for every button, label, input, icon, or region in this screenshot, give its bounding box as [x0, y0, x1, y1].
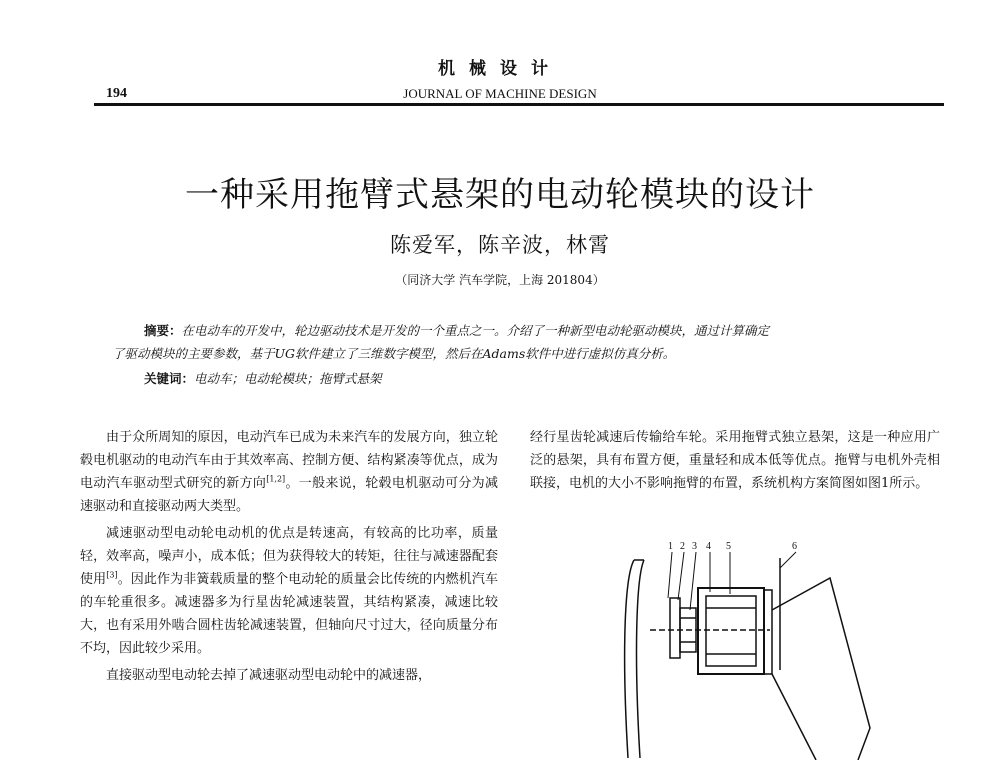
figure-label: 5 [726, 541, 731, 552]
paragraph-text: 减速驱动型电动轮电动机的优点是转速高，有较高的比功率，质量轻，效率高，噪声小，成本低；但为获得较大的转矩，往往与减速器配套使用 [80, 526, 498, 587]
paragraph-text: 。一般来说，轮毂电机驱动可分为减速驱动和直接驱动两大类型。 [80, 476, 498, 514]
paragraph [80, 664, 498, 687]
abstract-text-2: 了驱动模块的主要参数，基于UG软件建立了三维数字模型，然后在Adams软件中进行虚拟仿真分析。 [112, 346, 676, 361]
citation: [1,2] [266, 474, 286, 484]
abstract-text-1: 在电动车的开发中，轮边驱动技术是开发的一个重点之一。介绍了一种新型电动轮驱动模块，通过计算确定 [181, 323, 770, 338]
affiliation: （同济大学 汽车学院，上海 201804） [395, 273, 605, 287]
journal-name-cn: 机械设计 [438, 59, 562, 79]
figure-label: 1 [668, 541, 673, 552]
paragraph-text: 经行星齿轮减速后传输给车轮。采用拖臂式独立悬架，这是一种应用广泛的悬架，具有布置方便，重量轻和成本低等优点。拖臂与电机外壳相联接，电机的大小不影响拖臂的布置，系统机构方案简图如图1所示。 [530, 430, 940, 491]
keywords-label: 关键词： [144, 371, 195, 386]
hub-bearing [670, 598, 680, 658]
abstract [112, 319, 947, 365]
paragraph [80, 426, 498, 518]
paragraph-text: 直接驱动型电动轮去掉了减速驱动型电动轮中的减速器， [106, 668, 432, 683]
paragraph [80, 522, 498, 660]
body-column-left [80, 426, 498, 691]
motor-housing [698, 588, 764, 674]
citation: [3] [106, 570, 118, 580]
figure-label: 2 [680, 541, 685, 552]
figure-label: 4 [706, 541, 711, 552]
paragraph-text: 。因此作为非簧载质量的整个电动轮的质量会比传统的内燃机汽车的车轮重很多。减速器多为行星齿轮减速装置，其结构紧凑，减速比较大，也有采用外啮合圆柱齿轮减速装置，但轴向尺寸过大，径向质量分布不均，因此较少采用。 [80, 572, 498, 656]
figure-label: 6 [792, 541, 797, 552]
journal-name-en: JOURNAL OF MACHINE DESIGN [403, 86, 597, 101]
page-number: 194 [106, 86, 127, 101]
figure-label: 3 [692, 541, 697, 552]
paragraph [530, 426, 940, 495]
authors: 陈爱军，陈辛波，林霄 [390, 233, 610, 257]
trailing-arm-link [772, 578, 870, 760]
trailing-arm [764, 590, 772, 674]
body-column-right [530, 426, 940, 499]
paragraph-text: 由于众所周知的原因，电动汽车已成为未来汽车的发展方向，独立轮毂电机驱动的电动汽车由于其效率高、控制方便、结构紧凑等优点，成为电动汽车驱动型式研究的新方向 [80, 430, 498, 491]
keywords [144, 369, 382, 387]
article-title: 一种采用拖臂式悬架的电动轮模块的设计 [185, 175, 815, 215]
figure-1-mechanism-diagram [620, 538, 880, 760]
header-rule [94, 103, 944, 106]
abstract-label: 摘要： [144, 323, 182, 338]
wheel-outline [625, 560, 644, 758]
keywords-text: 电动车；电动轮模块；拖臂式悬架 [194, 371, 382, 386]
motor-stator [706, 596, 756, 666]
